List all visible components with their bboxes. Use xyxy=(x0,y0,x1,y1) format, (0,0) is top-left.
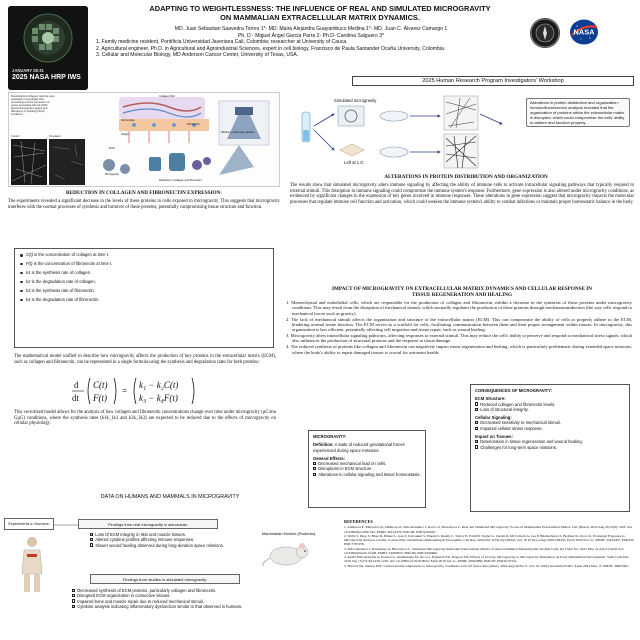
ecm-overview-figure xyxy=(8,92,280,187)
checkbox-icon xyxy=(313,462,316,465)
nasa-logo-text: NASA xyxy=(573,27,595,37)
impact-list xyxy=(284,300,632,355)
checkbox-icon xyxy=(72,594,75,597)
checkbox-icon xyxy=(72,605,75,608)
finding-item xyxy=(72,604,332,609)
humans-label: Experiments in Humans: xyxy=(4,518,54,530)
model-intro: The mathematical model unified to describe how microgravity affects the production of key proteins in the extracellular matrix (ECM), such as collagen and fibronectin, can be represented in a single formula using the synthesis and degradation rates for both proteins: xyxy=(14,354,276,365)
affiliation-3: 3. Cellular and Molecular Biology, MD Anderson Cancer Center, University of Texas, USA. xyxy=(96,52,299,59)
svg-text:d: d xyxy=(74,380,79,390)
checkbox-icon xyxy=(90,543,93,546)
variable-desc: is the degradation rate of collagen. xyxy=(31,278,96,284)
variable-item xyxy=(19,251,139,260)
mission-patch-logo xyxy=(530,18,560,48)
impact-item: 1. Mesenchymal and endothelial cells, which are responsible for the production of collagen and fibronectin, exhibit a decrease in the synthesis of these proteins under microgravity conditions. This may result from the disruption of mechanical stimuli, which normally regulates the production of these proteins through mechanotransduction (the way cells respond to mechanical forces such as gravity). xyxy=(286,300,632,316)
variable-desc: is the degradation rate of fibronectin. xyxy=(31,296,100,302)
consequence-text: Decreased sensitivity to mechanical stimuli. xyxy=(480,420,561,426)
impact-heading-line-2: TISSUE REGENERATION AND HEALING xyxy=(411,292,513,299)
label-reduction: Reduction in collagen and fibronectin xyxy=(159,179,202,182)
microscopy-simulated-image xyxy=(49,139,85,185)
consequence-item xyxy=(475,445,625,450)
definition-text: A state of reduced gravitational forces experienced during space missions. xyxy=(313,442,405,453)
reference-item: 1. Andreeva E, Matveeva D, Zhidkova O, Zhivodernikov I, Kotov O, Buravkova L. Real and Simulated Microgravity: Focus on Mammalian Extracellular Matrix. Life (Basel). 2022 Aug 29;12(9):1343. doi: 10.3390/life12091343. PMID: 36143379; PMCID: PMC9501067. xyxy=(344,525,633,534)
checkbox-icon xyxy=(475,440,478,443)
checkbox-icon xyxy=(475,427,478,430)
model-outro: This vectorized model allows for the analysis of how collagen and fibronectin concentrations change over time under microgravity (µG\mu GµG) conditions, where the synthesis rates (k1k_1k1 and k3k_3k3) are expected to be reduced due to the effects of microgravity on cellular physiology. xyxy=(14,410,276,427)
ecm-cell-illustration xyxy=(89,95,279,185)
checkbox-icon xyxy=(313,473,316,476)
variable-symbol: C(t) xyxy=(26,252,33,257)
label-positioning-machine: Random positioning machine xyxy=(221,131,255,134)
finding-item xyxy=(90,543,240,548)
authors-line-2: Ph. D - Miguel Ángel García Parra 2- Ph.D- Carolina Salguero 3* xyxy=(237,32,385,39)
svg-text:F(t): F(t) xyxy=(93,393,107,403)
workshop-banner: 2025 Human Research Program Investigators' Workshop xyxy=(352,76,634,86)
variable-desc: is the concentration of fibronectin at time t. xyxy=(33,260,113,266)
consequence-text: Challenges for long-term space missions. xyxy=(480,444,557,450)
label-integrin: Integrin xyxy=(121,133,130,136)
checkbox-icon xyxy=(72,599,75,602)
conference-badge xyxy=(8,6,88,90)
impact-tissues-label: Impact on Tissues: xyxy=(475,434,513,440)
sim-label: Simulated xyxy=(49,135,61,138)
variable-item xyxy=(19,296,139,305)
variable-desc: is the concentration of collagen at time t. xyxy=(34,252,110,257)
impact-item: 3. Microgravity alters intracellular signaling pathways, affecting responses to external stimuli. This may reduce the cells' ability to perceive and respond to mechanical stress signals, which also influences the production of structural proteins and the response to tissue damage. xyxy=(286,333,632,344)
finding-text: Loss of ECM integrity in skin and muscle tissues. xyxy=(95,532,186,537)
effect-text: Disruptions in ECM structure. xyxy=(318,466,373,472)
consequence-text: Impaired cellular stress response. xyxy=(480,425,543,431)
variable-item xyxy=(19,269,139,278)
reduction-heading: REDUCTION IN COLLAGEN AND FIBRONECTIN EXPRESSION: xyxy=(65,190,223,196)
checkbox-icon xyxy=(475,445,478,448)
affiliation-1: 1. Family medicine resident, Pontificia Universidad Javeriana Cali, Colombia; researcher at University of Cauca. xyxy=(96,39,348,46)
real-findings-label: Findings from real microgravity in astronauts: xyxy=(78,519,218,529)
consequence-item xyxy=(475,426,625,431)
finding-text: Altered cytokine profiles affecting immune responses. xyxy=(95,537,195,543)
consequence-text: Deterioration in tissue regeneration and wound healing. xyxy=(480,439,583,445)
impact-item: 4. The reduced synthesis of proteins like collagen and fibronectin can negatively impact tissue regeneration and healing, which is particularly problematic during extended space missions, where the body's ability to repair damaged tissues is crucial for astronaut health. xyxy=(286,344,632,355)
variable-item xyxy=(19,287,139,296)
alterations-heading: ALTERATIONS IN PROTEIN DISTRIBUTION AND ORGANIZATION xyxy=(384,174,548,180)
checkbox-icon xyxy=(475,408,478,411)
references-heading: REFERENCES xyxy=(344,519,373,524)
connector-arrow xyxy=(54,520,80,530)
reference-item: 2. Walls S, Diop S, Birse R, Elmen L, Gan Z, Kalvakuri S, Pineda S, Reddy C, Taylor E, Trinh B, Vogler G, Zarndt R, McCulloch A, Lee P, Bhattacharya S, Bodmer R, Ocorr K. Prolonged Exposure to Microgravity Reduces Cardiac Contractility and Initiates Remodeling in Drosophila. Cell Rep. 2020 Dec 8;33(10):108445. doi: 10.1016/j.celrep.2020.108445. Epub 2020 Nov 21. PMID: 33242407; PMCID: PMC7787258. xyxy=(344,533,634,547)
label-ecm: ECM xyxy=(109,147,115,150)
simulated-findings-list xyxy=(72,588,332,609)
checkbox-icon xyxy=(90,533,93,536)
badge-date: JANUARY 28-31 xyxy=(12,68,44,73)
definition-label: Definition: xyxy=(313,442,334,448)
poster-title xyxy=(120,4,520,22)
consequences-box xyxy=(470,384,630,512)
model-variable-list xyxy=(19,251,139,304)
finding-text: Disrupted ECM organization in connective tissues. xyxy=(77,593,171,599)
finding-text: Slower wound healing observed during long-duration space missions. xyxy=(95,542,224,548)
effect-item xyxy=(313,472,421,477)
svg-text:dt: dt xyxy=(72,393,80,403)
distribution-callout: Alterations in protein distribution and organization: Immunofluorescence analysis revealed that the organization of proteins within the extracellular matrix is disrupted, which could compromise the cells' ability to adhere and function properly. xyxy=(526,98,630,127)
consequence-item xyxy=(475,407,625,412)
checkbox-icon xyxy=(90,538,93,541)
affiliation-2: 2. Agricultural engineer, Ph.D. in Agricultural and Agroindustrial Sciences, expert in cell biology, Francisco de Paula Santander Ocaña University, Colombia. xyxy=(96,45,446,52)
svg-text:k₃ − k₄F(t): k₃ − k₄F(t) xyxy=(139,393,178,403)
nasa-logo xyxy=(568,18,600,46)
reference-item: 4. Rudra DM, Robnick A, Pouzou G, Abdelmoula M, Pecq G, Fagnelon EU. Rapport Dir. Effects of Gravity, Microgravity or Microgravity Simulation on Early Mammalian Development. Stem Cells Dev. 2018 Sep 15;27(18):1230-1236. doi: 10.1089/scd.2018.0024. Epub 2018 Jun 11. PMID: 29562866; PMCID: PMC6157341. xyxy=(344,555,630,564)
label-cell-surface: Cell surface xyxy=(121,119,135,122)
checkbox-icon xyxy=(313,467,316,470)
human-figure-icon xyxy=(14,534,50,594)
finding-text: Decreased synthesis of ECM proteins, particularly collagen and fibronectin. xyxy=(77,588,217,593)
microgravity-title: MICROGRAVITY: xyxy=(313,434,347,439)
effects-label: General Effects: xyxy=(313,455,346,461)
variable-symbol: k2 xyxy=(26,278,31,284)
svg-text:=: = xyxy=(122,386,128,396)
finding-text: Impaired bone and muscle repair due to reduced mechanical stimuli. xyxy=(77,598,205,604)
finding-text: Cytokine analysis indicating inflammatory dysfunction similar to that observed in humans. xyxy=(77,603,243,609)
label-left-at-1g: Left at 1 G xyxy=(344,160,364,165)
variable-item xyxy=(19,260,139,269)
consequences-title: CONSEQUENCES OF MICROGRAVITY: xyxy=(475,388,553,393)
experiment-diagram xyxy=(290,92,526,172)
variable-symbol: k1 xyxy=(26,269,31,275)
data-section-heading: DATA ON HUMANS AND MAMMALS IN MICROGRAVITY xyxy=(100,494,240,500)
consequence-text: Reduced collagen and fibronectin levels. xyxy=(480,401,556,407)
alterations-body: The results show that simulated microgravity alters immune signaling by affecting the ability of immune cells to activate intracellular signaling pathways that typically respond to external stimuli. This disruption in immune signaling could compromise the immune system's response. Furthermore, gene expression is also altered under microgravity conditions, as evidenced by significant changes in the expression of key genes involved in immune responses. These alterations in gene expression suggest that microgravity impacts the molecular processes that regulate immune cell function and activation, which could weaken the immune system's ability to combat infections or maintain proper homeostatic balance in the body. xyxy=(290,183,634,206)
references xyxy=(344,520,636,568)
ctrl-label: Control xyxy=(11,135,20,138)
microgravity-box xyxy=(308,430,426,508)
checkbox-icon xyxy=(72,589,75,592)
badge-event: 2025 NASA HRP IWS xyxy=(12,74,81,81)
consequence-text: Loss of structural integrity. xyxy=(480,406,529,412)
figure-callout: Decellularized collagen matrices were evaluated to investigate their remodeling and the expression of genes associated with the ECM, glycosaminoglycans (gags) and alterations in signaling (GAG) conditions. xyxy=(11,95,55,116)
checkbox-icon xyxy=(475,402,478,405)
label-collagen-fibril: Collagen fibril xyxy=(159,95,175,98)
variable-item xyxy=(19,278,139,287)
authors-line-1: MD. Juan Sebastian Saavedra Torres 1*- MD. Maira Alejandra Guayambuco Medina 1*- MD. Juan C. Álvarez Camargo 1 xyxy=(174,26,448,32)
impact-heading-line-1: IMPACT OF MICROGRAVITY ON EXTRACELLULAR MATRIX DYNAMICS AND CELLULAR RESPONSE IN xyxy=(331,286,593,292)
label-simulated-microgravity: Simulated microgravity xyxy=(334,98,377,103)
title-line-2: ON MAMMALIAN EXTRACELLULAR MATRIX DYNAMICS. xyxy=(220,13,420,22)
variable-symbol: k3 xyxy=(26,287,31,293)
author-block xyxy=(96,26,526,59)
label-fibronectin: Fibronectin xyxy=(187,123,200,126)
impact-heading xyxy=(290,286,634,298)
mouse-icon xyxy=(258,540,318,568)
variable-symbol: k4 xyxy=(26,296,31,302)
microscopy-control-image xyxy=(11,139,47,185)
checkbox-icon xyxy=(475,421,478,424)
effect-text: Decreased mechanical load on cells. xyxy=(318,461,387,467)
model-equation xyxy=(70,374,240,408)
variable-symbol: F(t) xyxy=(26,260,33,266)
ecm-structure-label: ECM Structure: xyxy=(475,396,506,402)
reference-item: 5. Harvati SK, Nelson EJR. Cardiovascular adaptations to microgravity conditions. Life Sci Space Res (Amst). 2024 Aug;42:64-71. doi: 10.1016/j.lssr.2024.05.001. Epub 2024 May 15. PMID: 39067992. xyxy=(344,563,629,568)
mammal-label: Mammalian Models (Rodents): xyxy=(261,531,317,536)
title-line-1: ADAPTING TO WEIGHTLESSNESS: THE INFLUENCE OF REAL AND SIMULATED MICROGRAVITY xyxy=(149,4,491,13)
cellular-signaling-label: Cellular Signaling: xyxy=(475,415,512,421)
svg-text:k₁ − k₂C(t): k₁ − k₂C(t) xyxy=(139,380,179,390)
svg-text:C(t): C(t) xyxy=(93,380,108,390)
effect-text: Alterations in cellular signaling and tissue homeostasis. xyxy=(318,471,421,477)
variable-desc: is the synthesis rate of fibronectin. xyxy=(31,287,95,293)
impact-item: 2. The lack of mechanical stimuli affects the organization and structure of the extracellular matrix (ECM). This can compromise the ability of cells to properly adhere to the ECM, hindering normal tissue function. The ECM serves as a scaffold for cells, facilitating communication between them and their proper arrangement within tissues. In microgravity, this organization is less efficient, potentially affecting cell migration and tissue repair, such as wound healing. xyxy=(286,316,632,333)
reduction-body: The experiments revealed a significant decrease in the levels of these proteins in cells exposed to microgravity. This suggests that microgravity interferes with the normal processes of synthesis and turnover of these proteins, potentially compromising tissue structure and function. xyxy=(8,199,280,210)
label-microgravity: Microgravity xyxy=(105,173,119,176)
variable-desc: is the synthesis rate of collagen. xyxy=(31,269,92,275)
real-findings-list xyxy=(90,532,240,548)
reference-item: 3. Zhivodernikov I, Ratushnyy A, Buravkova L. Simulated Microgravity Remodels Extracellular Matrix of Osteocommitted Mesenchymal Stromal Cells. Int J Mol Sci. 2021 May 21;22(11):5428. doi: 10.3390/ijms22115428. PMID: 34063955; PMCID: PMC8196606. xyxy=(344,546,624,555)
microgravity-experiment-figure xyxy=(290,92,632,172)
model-box xyxy=(14,248,274,348)
simulated-findings-label: Findings from studies in simulated microgravity: xyxy=(90,574,240,584)
